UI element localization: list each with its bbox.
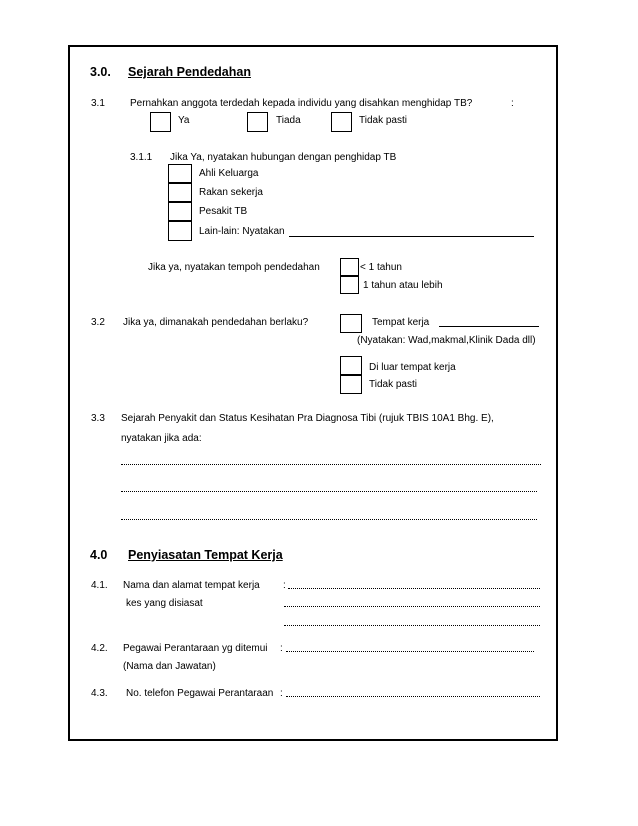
q311-question: Jika Ya, nyatakan hubungan dengan penghidap TB xyxy=(170,152,397,163)
1-year-or-more-checkbox[interactable] xyxy=(340,276,359,294)
ahli-keluarga-label: Ahli Keluarga xyxy=(199,168,259,179)
section-4-title: Penyiasatan Tempat Kerja xyxy=(128,548,283,562)
pesakit-tb-label: Pesakit TB xyxy=(199,206,248,217)
ya-label: Ya xyxy=(178,115,190,126)
ahli-keluarga-checkbox[interactable] xyxy=(168,164,192,183)
q42-line1: Pegawai Perantaraan yg ditemui xyxy=(123,643,268,654)
q31-colon: : xyxy=(511,98,514,109)
q33-number: 3.3 xyxy=(91,413,105,424)
q41-answer-line-3[interactable] xyxy=(284,625,540,626)
tempat-kerja-checkbox[interactable] xyxy=(340,314,362,333)
section-4-number: 4.0 xyxy=(90,548,108,562)
q31-question: Pernahkan anggota terdedah kepada individu yang disahkan menghidap TB? xyxy=(130,98,473,109)
luar-tempat-kerja-checkbox[interactable] xyxy=(340,356,362,375)
tidak-pasti-2-checkbox[interactable] xyxy=(340,375,362,394)
rakan-sekerja-checkbox[interactable] xyxy=(168,183,192,202)
tiada-label: Tiada xyxy=(276,115,301,126)
q32-number: 3.2 xyxy=(91,317,105,328)
q42-line2: (Nama dan Jawatan) xyxy=(123,661,216,672)
tempat-kerja-note: (Nyatakan: Wad,makmal,Klinik Dada dll) xyxy=(357,335,536,346)
lain-lain-checkbox[interactable] xyxy=(168,221,192,241)
lain-lain-label: Lain-lain: Nyatakan xyxy=(199,226,285,237)
1-year-or-more-label: 1 tahun atau lebih xyxy=(363,280,443,291)
pesakit-tb-checkbox[interactable] xyxy=(168,202,192,221)
section-3-number: 3.0. xyxy=(90,65,111,79)
tempat-kerja-label: Tempat kerja xyxy=(372,317,430,328)
tidak-pasti-checkbox[interactable] xyxy=(331,112,352,132)
q311-number: 3.1.1 xyxy=(130,152,153,163)
q43-number: 4.3. xyxy=(91,688,108,699)
less-1-year-checkbox[interactable] xyxy=(340,258,359,276)
rakan-sekerja-label: Rakan sekerja xyxy=(199,187,263,198)
q42-number: 4.2. xyxy=(91,643,108,654)
tempat-kerja-input-line[interactable] xyxy=(439,326,539,327)
less-1-year-label: < 1 tahun xyxy=(360,262,402,273)
ya-checkbox[interactable] xyxy=(150,112,171,132)
q31-number: 3.1 xyxy=(91,98,105,109)
lain-lain-input-line[interactable] xyxy=(289,236,534,237)
q33-line1: Sejarah Penyakit dan Status Kesihatan Pra Diagnosa Tibi (rujuk TBIS 10A1 Bhg. E), xyxy=(121,413,494,424)
q41-colon: : xyxy=(283,580,286,591)
q33-answer-line-2[interactable] xyxy=(121,491,537,492)
q42-colon: : xyxy=(280,643,283,654)
tiada-checkbox[interactable] xyxy=(247,112,268,132)
q41-answer-line-2[interactable] xyxy=(284,606,540,607)
q32-question: Jika ya, dimanakah pendedahan berlaku? xyxy=(123,317,309,328)
duration-question: Jika ya, nyatakan tempoh pendedahan xyxy=(148,262,320,273)
tidak-pasti-label: Tidak pasti xyxy=(359,115,407,126)
q43-colon: : xyxy=(280,688,283,699)
q41-number: 4.1. xyxy=(91,580,108,591)
form-frame xyxy=(68,45,558,741)
q41-answer-line-1[interactable] xyxy=(288,588,540,589)
q43-line1: No. telefon Pegawai Perantaraan xyxy=(126,688,274,699)
q41-line2: kes yang disiasat xyxy=(126,598,203,609)
q33-answer-line-1[interactable] xyxy=(121,464,541,465)
section-3-title: Sejarah Pendedahan xyxy=(128,65,251,79)
q33-line2: nyatakan jika ada: xyxy=(121,433,202,444)
tidak-pasti-2-label: Tidak pasti xyxy=(369,379,417,390)
q43-answer-line[interactable] xyxy=(286,696,540,697)
q42-answer-line[interactable] xyxy=(286,651,534,652)
q41-line1: Nama dan alamat tempat kerja xyxy=(123,580,260,591)
luar-tempat-kerja-label: Di luar tempat kerja xyxy=(369,362,456,373)
q33-answer-line-3[interactable] xyxy=(121,519,537,520)
